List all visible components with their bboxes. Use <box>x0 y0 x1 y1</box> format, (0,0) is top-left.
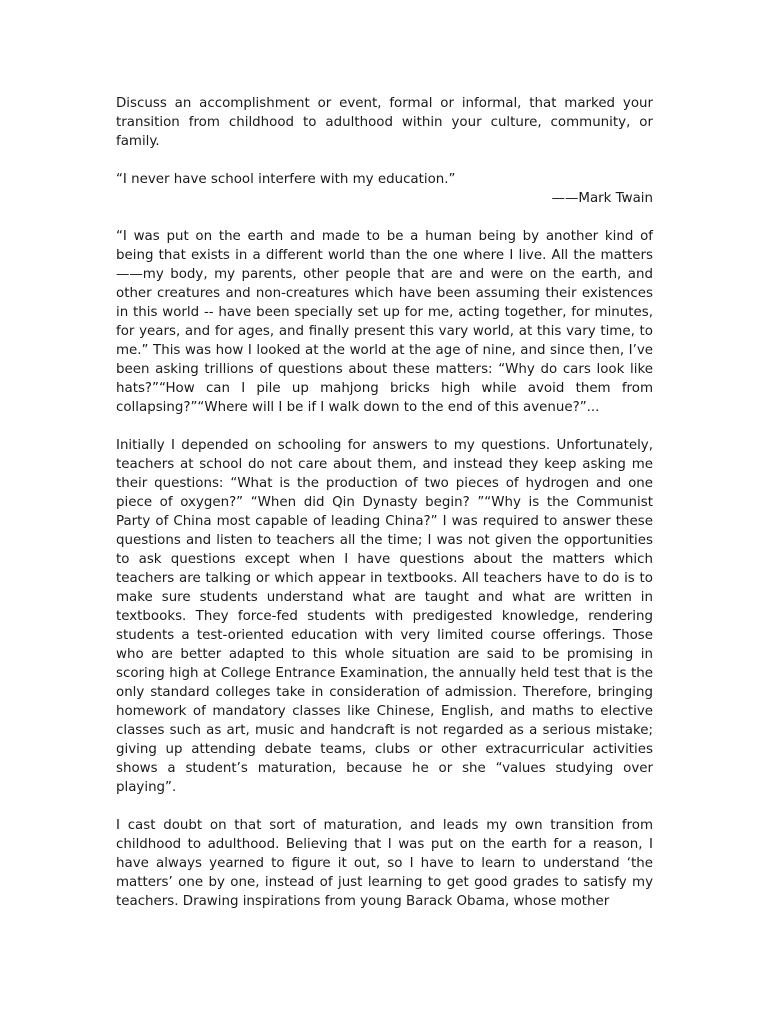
paragraph-1: “I was put on the earth and made to be a human being by another kind of being that exists in a different world than the one where I live. All the matters ——my body, my parents, other people that are and were on the earth, and other creatures and non-creatures which have been assuming their existences in this world -- have been specially set up for me, acting together, for minutes, for years, and for ages, and finally present this vary world, at this vary time, to me.” This was how I looked at the world at the age of nine, and since then, I’ve been asking trillions of questions about these matters: “Why do cars look like hats?”“How can I pile up mahjong bricks high while avoid them from collapsing?”“Where will I be if I walk down to the end of this avenue?”... <box>116 229 653 415</box>
paragraph-3: I cast doubt on that sort of maturation, and leads my own transition from childhood to adulthood. Believing that I was put on the earth for a reason, I have always yearned to figure it out, so I have to learn to understand ‘the matters’ one by one, instead of just learning to get good grades to satisfy my teachers. Drawing inspirations from young Barack Obama, whose mother <box>116 818 653 909</box>
spacer <box>116 208 653 227</box>
epigraph-quote: “I never have school interfere with my education.” <box>116 172 456 187</box>
spacer <box>116 151 653 170</box>
essay-prompt: Discuss an accomplishment or event, formal or informal, that marked your transition from childhood to adulthood within your culture, community, or family. <box>116 96 653 149</box>
epigraph-attribution: ——Mark Twain <box>551 191 653 206</box>
spacer <box>116 797 653 816</box>
spacer <box>116 417 653 436</box>
document-page <box>116 94 653 911</box>
paragraph-2: Initially I depended on schooling for answers to my questions. Unfortunately, teachers at school do not care about them, and instead they keep asking me their questions: “What is the production of two pieces of hydrogen and one piece of oxygen?” “When did Qin Dynasty begin? ”“Why is the Communist Party of China most capable of leading China?” I was required to answer these questions and listen to teachers all the time; I was not given the opportunities to ask questions except when I have questions about the matters which teachers are talking or which appear in textbooks. All teachers have to do is to make sure students understand what are taught and what are written in textbooks. They force-fed students with predigested knowledge, rendering students a test-oriented education with very limited course offerings. Those who are better adapted to this whole situation are said to be promising in scoring high at College Entrance Examination, the annually held test that is the only standard colleges take in consideration of admission. Therefore, bringing homework of mandatory classes like Chinese, English, and maths to elective classes such as art, music and handcraft is not regarded as a serious mistake; giving up attending debate teams, clubs or other extracurricular activities shows a student’s maturation, because he or she “values studying over playing”. <box>116 438 653 795</box>
